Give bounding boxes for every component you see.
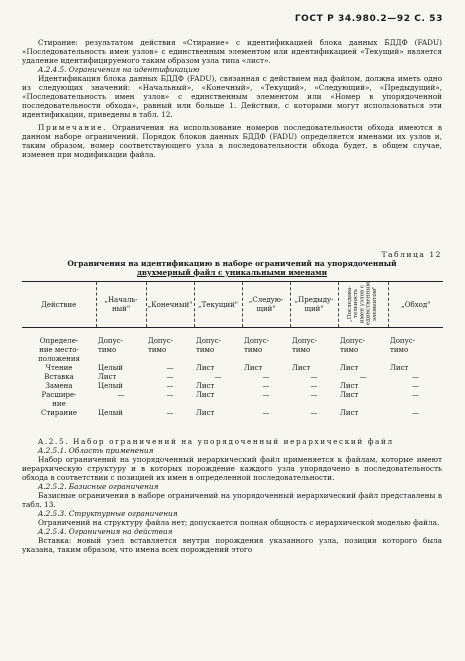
row-action-cell: Расшире- bbox=[41, 391, 77, 400]
table-cell: Допус- bbox=[340, 337, 365, 346]
table-header-row bbox=[22, 282, 443, 328]
table-cell bbox=[96, 400, 146, 409]
table-cell: Лист bbox=[340, 382, 359, 391]
table-cell: — bbox=[310, 373, 318, 382]
table-cell: — bbox=[412, 391, 419, 400]
table-cell bbox=[338, 400, 388, 409]
table-cell: — bbox=[262, 373, 270, 382]
table-cell: Целый bbox=[98, 409, 123, 418]
table-cell: Лист bbox=[98, 373, 117, 382]
table-cell bbox=[146, 355, 194, 364]
note-text: Ограничения на использование номеров последовательности обхода имеются в данном наборе ограничений. Порядок блоков данных БДДФ (FADU) определяется именами их узлов и, таким образом, номер соответствующего узла в последовательности обхода будет, в общем случае, изменен при модификации файла. bbox=[22, 123, 442, 159]
table-cell: Лист bbox=[244, 364, 263, 373]
table-cell: Целый bbox=[98, 364, 123, 373]
table-cell: Лист bbox=[390, 364, 409, 373]
page-header: ГОСТ Р 34.980.2—92 С. 53 bbox=[294, 14, 443, 24]
table-cell: Лист bbox=[196, 382, 215, 391]
row-action-cell: Вставка bbox=[44, 373, 74, 382]
paragraph-2-5-2: Базисные ограничения в наборе ограничений на упорядоченный иерархический файл представлены в табл. 13. bbox=[22, 491, 442, 509]
row-action-cell: Стирание bbox=[40, 409, 78, 418]
table-cell bbox=[388, 355, 443, 364]
subheading-2-5-1: A.2.5.1. Область применения bbox=[38, 446, 154, 455]
table-cell: — bbox=[359, 373, 367, 382]
paragraph-erase: Стирание: результатом действия «Стирание» с идентификацией блока данных БДДФ (FADU) «Последовательность имен узлов» с единственным элементом или идентификацией «Текущий» является удаление идентифицируемого таким образом узла типа «лист». bbox=[22, 38, 442, 65]
col-header-previous: „Предыду-щий" bbox=[290, 282, 338, 328]
table-cell: — bbox=[310, 409, 318, 418]
col-header-traversal: „Обход" bbox=[388, 282, 443, 328]
table-row bbox=[22, 364, 443, 373]
table-cell bbox=[146, 400, 194, 409]
row-action-cell: ние место- bbox=[39, 346, 79, 355]
table-body bbox=[22, 328, 443, 419]
table-cell: — bbox=[262, 382, 270, 391]
table-cell: Лист bbox=[340, 391, 359, 400]
table-cell: — bbox=[262, 409, 270, 418]
table-12-title bbox=[22, 250, 442, 277]
col-header-current: „Текущий" bbox=[194, 282, 242, 328]
table-cell: Допус- bbox=[390, 337, 415, 346]
note-label: Примечание. bbox=[38, 123, 108, 132]
row-action-cell: Определе- bbox=[39, 337, 79, 346]
table-cell: — bbox=[262, 391, 270, 400]
paragraph-2-5-3: Ограничений на структуру файла нет; допускается полная общность с иерархической моделью файла. bbox=[38, 518, 440, 527]
subheading-2-5-2: A.2.5.2. Базисные ограничения bbox=[38, 482, 159, 491]
subheading-2-5-3: A.2.5.3. Структурные ограничения bbox=[38, 509, 178, 518]
col-header-node-name-sequence-text: „Последова-тельность имен узлов с единственным элементом" bbox=[347, 281, 379, 326]
table-cell: — bbox=[166, 391, 174, 400]
table-cell: Допус- bbox=[196, 337, 221, 346]
table-row bbox=[22, 409, 443, 418]
paragraph-2-5-4: Вставка: новый узел вставляется внутри порождения указанного узла, позиция которого была указана, таким образом, что имена всех порождений этого bbox=[22, 536, 442, 554]
table-cell: тимо bbox=[148, 346, 167, 355]
heading-2-5: A.2.5. Набор ограничений на упорядоченный иерархический файл bbox=[38, 437, 394, 446]
table-cell: Лист bbox=[196, 409, 215, 418]
row-action-cell: ние bbox=[52, 400, 66, 409]
table-cell: Допус- bbox=[244, 337, 269, 346]
table-cell: тимо bbox=[390, 346, 409, 355]
table-row bbox=[22, 391, 443, 400]
table-cell: — bbox=[166, 364, 174, 373]
section-2-5 bbox=[22, 437, 442, 554]
paragraph-identification: Идентификация блока данных БДДФ (FADU), связанная с действием над файлом, должна иметь одно из следующих значений: «Начальный», «Конечный», «Текущий», «Следующий», «Предыдущий», «Последовательность имен узлов» с единственным элементом или «Номер в упорядоченной последовательности обхода», равный или больше 1. Действия, с которыми могут использоваться эти идентификации, приведены в табл. 12. bbox=[22, 74, 442, 119]
table-cell: тимо bbox=[196, 346, 215, 355]
table-cell: тимо bbox=[98, 346, 117, 355]
table-cell: — bbox=[166, 373, 174, 382]
table-row bbox=[22, 346, 443, 355]
col-header-first: „Началь-ный" bbox=[96, 282, 146, 328]
table-cell: Допус- bbox=[98, 337, 123, 346]
table-caption-line2: двухмерный файл с уникальными именами bbox=[136, 268, 328, 277]
table-cell: Лист bbox=[196, 391, 215, 400]
table-cell: — bbox=[166, 409, 174, 418]
table-cell: Лист bbox=[196, 364, 215, 373]
table-cell: Лист bbox=[340, 409, 359, 418]
table-cell bbox=[96, 355, 146, 364]
col-header-node-name-sequence bbox=[338, 282, 388, 328]
table-cell: Допус- bbox=[292, 337, 317, 346]
note-paragraph bbox=[22, 123, 442, 159]
table-cell: Допус- bbox=[148, 337, 173, 346]
table-cell bbox=[388, 400, 443, 409]
table-cell: — bbox=[214, 373, 222, 382]
table-row bbox=[22, 400, 443, 409]
subheading-2-5-4: A.2.5.4. Ограничения на действия bbox=[38, 527, 173, 536]
col-header-action: Действие bbox=[22, 282, 96, 328]
row-action-cell: положения bbox=[38, 355, 80, 364]
table-cell: тимо bbox=[244, 346, 263, 355]
table-row bbox=[22, 373, 443, 382]
row-action-cell: Замена bbox=[45, 382, 73, 391]
table-cell: — bbox=[412, 409, 419, 418]
table-cell: тимо bbox=[340, 346, 359, 355]
table-cell: Лист bbox=[292, 364, 311, 373]
table-caption-line1: Ограничения на идентификацию в наборе ограничений на упорядоченный bbox=[67, 259, 397, 268]
paragraph-2-5-1: Набор ограничений на упорядоченный иерархический файл применяется к файлам, которые имеют иерархическую структуру и в которых порождение каждого узла упорядочено в последовательность обхода в соответствии с позицией их имен в определенной последовательности. bbox=[22, 455, 442, 482]
table-cell: — bbox=[310, 391, 318, 400]
table-row bbox=[22, 355, 443, 364]
table-row bbox=[22, 337, 443, 346]
table-cell bbox=[290, 400, 338, 409]
col-header-last: „Конечный" bbox=[146, 282, 194, 328]
table-cell bbox=[242, 400, 290, 409]
subheading-2-4-5: A.2.4.5. Ограничения на идентификацию bbox=[38, 65, 200, 74]
table-cell: Лист bbox=[340, 364, 359, 373]
table-cell: — bbox=[412, 373, 419, 382]
table-cell bbox=[290, 355, 338, 364]
table-12 bbox=[22, 281, 443, 418]
table-cell: — bbox=[412, 382, 419, 391]
table-number: Таблица 12 bbox=[381, 250, 442, 259]
table-cell: — bbox=[310, 382, 318, 391]
table-cell bbox=[194, 400, 242, 409]
table-cell: — bbox=[117, 391, 125, 400]
intro-section bbox=[22, 38, 442, 159]
table-cell: Целый bbox=[98, 382, 123, 391]
table-cell: — bbox=[166, 382, 174, 391]
table-cell bbox=[194, 355, 242, 364]
table-row bbox=[22, 382, 443, 391]
table-cell bbox=[338, 355, 388, 364]
table-cell: тимо bbox=[292, 346, 311, 355]
col-header-next: „Следую-щий" bbox=[242, 282, 290, 328]
table-cell bbox=[242, 355, 290, 364]
row-action-cell: Чтение bbox=[45, 364, 73, 373]
table-caption bbox=[22, 259, 442, 277]
